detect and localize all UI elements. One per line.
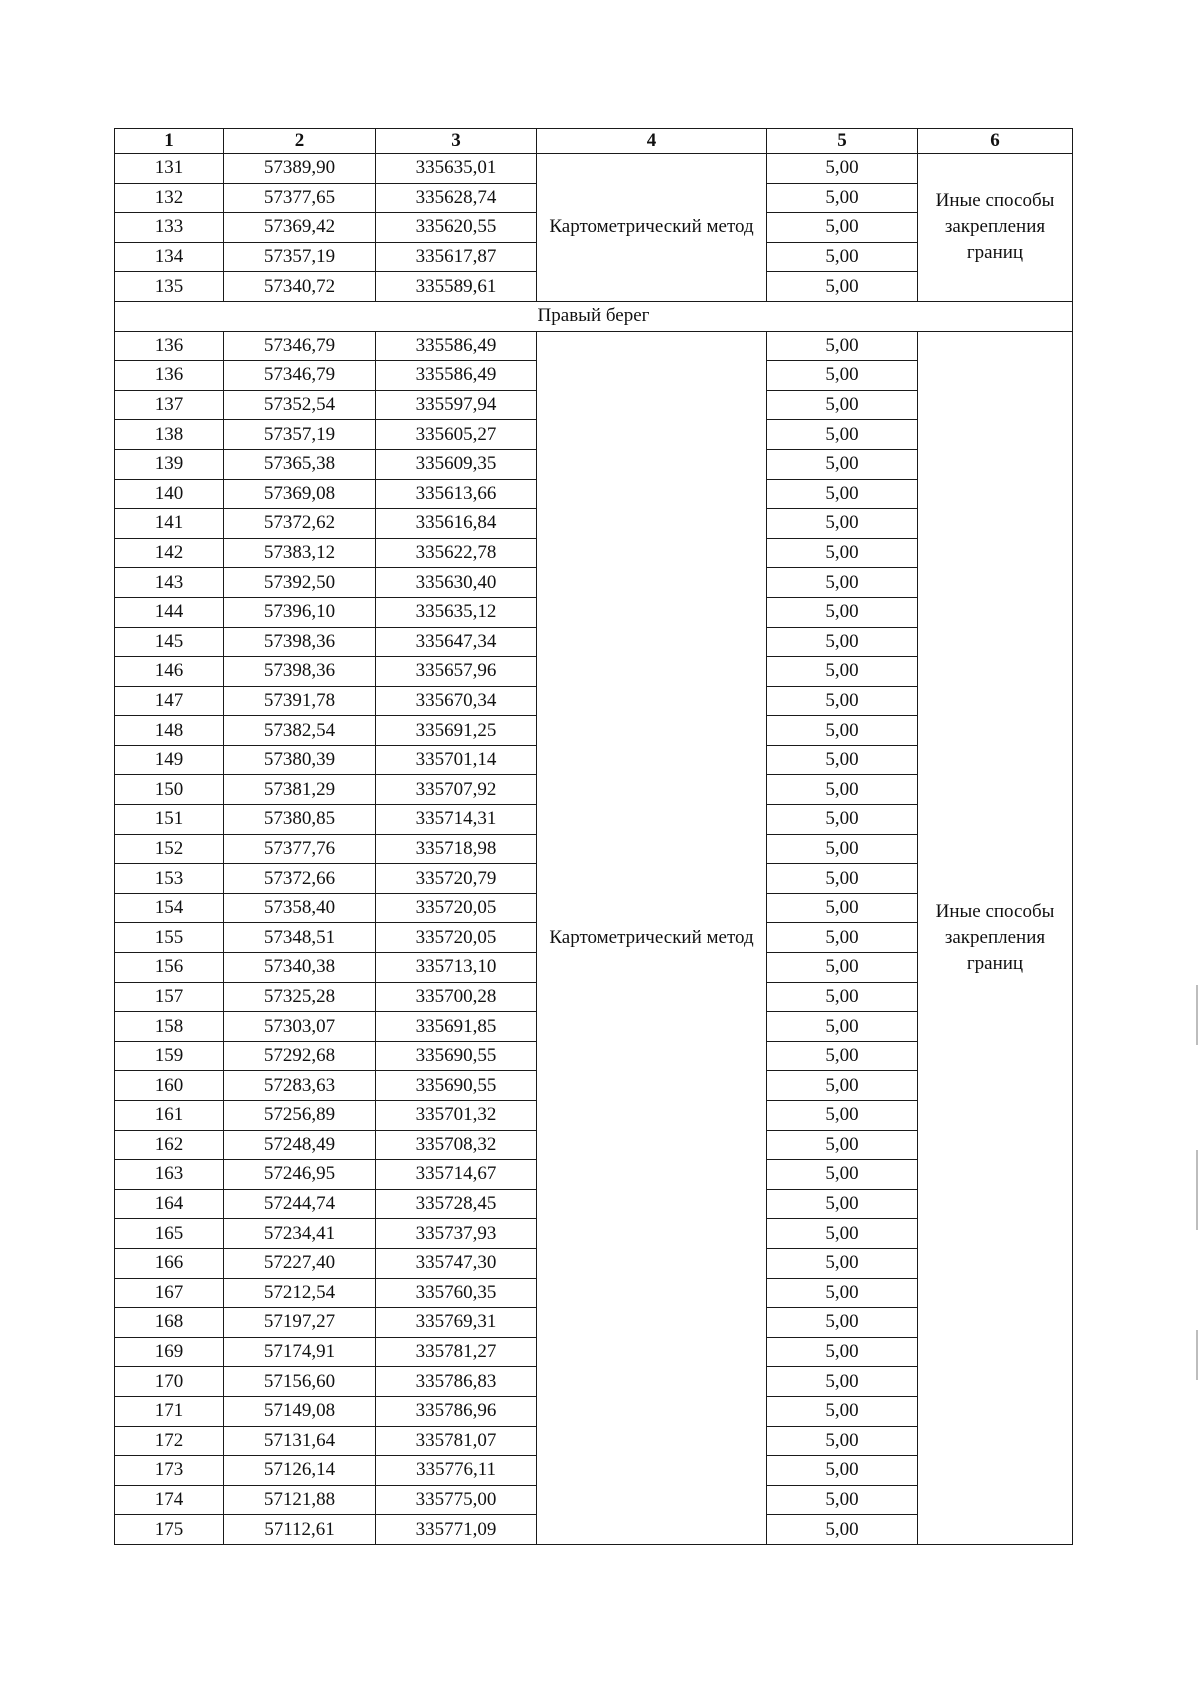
- coord-y: 335771,09: [376, 1515, 537, 1545]
- point-number: 163: [115, 1160, 224, 1190]
- coord-y: 335647,34: [376, 627, 537, 657]
- accuracy: 5,00: [767, 1160, 918, 1190]
- coord-y: 335786,96: [376, 1396, 537, 1426]
- accuracy: 5,00: [767, 568, 918, 598]
- point-number: 138: [115, 420, 224, 450]
- point-number: 140: [115, 479, 224, 509]
- coord-x: 57357,19: [224, 420, 376, 450]
- accuracy: 5,00: [767, 597, 918, 627]
- accuracy: 5,00: [767, 479, 918, 509]
- point-number: 141: [115, 509, 224, 539]
- point-number: 167: [115, 1278, 224, 1308]
- coord-x: 57348,51: [224, 923, 376, 953]
- accuracy: 5,00: [767, 805, 918, 835]
- accuracy: 5,00: [767, 1308, 918, 1338]
- coord-x: 57244,74: [224, 1189, 376, 1219]
- accuracy: 5,00: [767, 953, 918, 983]
- coord-y: 335690,55: [376, 1071, 537, 1101]
- coord-x: 57156,60: [224, 1367, 376, 1397]
- point-number: 169: [115, 1337, 224, 1367]
- point-number: 171: [115, 1396, 224, 1426]
- point-number: 164: [115, 1189, 224, 1219]
- accuracy: 5,00: [767, 657, 918, 687]
- accuracy: 5,00: [767, 982, 918, 1012]
- coord-y: 335628,74: [376, 183, 537, 213]
- point-number: 145: [115, 627, 224, 657]
- coord-x: 57174,91: [224, 1337, 376, 1367]
- coord-y: 335613,66: [376, 479, 537, 509]
- accuracy: 5,00: [767, 775, 918, 805]
- coord-y: 335781,07: [376, 1426, 537, 1456]
- coord-x: 57369,08: [224, 479, 376, 509]
- point-number: 160: [115, 1071, 224, 1101]
- point-number: 139: [115, 449, 224, 479]
- coord-x: 57372,66: [224, 864, 376, 894]
- coord-x: 57121,88: [224, 1485, 376, 1515]
- coord-y: 335700,28: [376, 982, 537, 1012]
- accuracy: 5,00: [767, 538, 918, 568]
- coord-y: 335609,35: [376, 449, 537, 479]
- point-number: 150: [115, 775, 224, 805]
- coord-x: 57340,72: [224, 272, 376, 302]
- coord-y: 335713,10: [376, 953, 537, 983]
- coord-y: 335616,84: [376, 509, 537, 539]
- point-number: 166: [115, 1248, 224, 1278]
- accuracy: 5,00: [767, 1456, 918, 1486]
- point-number: 143: [115, 568, 224, 598]
- point-number: 162: [115, 1130, 224, 1160]
- point-number: 136: [115, 331, 224, 361]
- accuracy: 5,00: [767, 183, 918, 213]
- coord-x: 57283,63: [224, 1071, 376, 1101]
- accuracy: 5,00: [767, 893, 918, 923]
- coord-x: 57383,12: [224, 538, 376, 568]
- point-number: 158: [115, 1012, 224, 1042]
- point-number: 168: [115, 1308, 224, 1338]
- point-number: 151: [115, 805, 224, 835]
- point-number: 148: [115, 716, 224, 746]
- coord-y: 335691,25: [376, 716, 537, 746]
- coord-y: 335620,55: [376, 213, 537, 243]
- point-number: 170: [115, 1367, 224, 1397]
- column-number-row: [115, 129, 1073, 154]
- accuracy: 5,00: [767, 213, 918, 243]
- accuracy: 5,00: [767, 686, 918, 716]
- accuracy: 5,00: [767, 390, 918, 420]
- coord-y: 335622,78: [376, 538, 537, 568]
- point-number: 133: [115, 213, 224, 243]
- point-number: 174: [115, 1485, 224, 1515]
- coord-y: 335635,12: [376, 597, 537, 627]
- point-number: 153: [115, 864, 224, 894]
- coord-y: 335657,96: [376, 657, 537, 687]
- accuracy: 5,00: [767, 716, 918, 746]
- coord-y: 335720,05: [376, 893, 537, 923]
- coord-y: 335776,11: [376, 1456, 537, 1486]
- accuracy: 5,00: [767, 1337, 918, 1367]
- section-row: [115, 301, 1073, 331]
- point-number: 152: [115, 834, 224, 864]
- coord-y: 335720,05: [376, 923, 537, 953]
- scan-edge-mark: [1196, 985, 1198, 1045]
- accuracy: 5,00: [767, 1426, 918, 1456]
- coord-x: 57352,54: [224, 390, 376, 420]
- coord-y: 335617,87: [376, 242, 537, 272]
- coord-x: 57234,41: [224, 1219, 376, 1249]
- coord-x: 57212,54: [224, 1278, 376, 1308]
- coord-x: 57246,95: [224, 1160, 376, 1190]
- coord-y: 335720,79: [376, 864, 537, 894]
- coord-x: 57377,65: [224, 183, 376, 213]
- fixing-method-cell: Иные способы закрепления границ: [918, 154, 1073, 302]
- coord-x: 57382,54: [224, 716, 376, 746]
- accuracy: 5,00: [767, 509, 918, 539]
- column-number: 6: [918, 129, 1073, 154]
- point-number: 142: [115, 538, 224, 568]
- coord-y: 335786,83: [376, 1367, 537, 1397]
- accuracy: 5,00: [767, 449, 918, 479]
- accuracy: 5,00: [767, 1130, 918, 1160]
- coord-y: 335728,45: [376, 1189, 537, 1219]
- method-cell: Картометрический метод: [537, 331, 767, 1544]
- coord-x: 57392,50: [224, 568, 376, 598]
- accuracy: 5,00: [767, 154, 918, 184]
- point-number: 155: [115, 923, 224, 953]
- coord-x: 57358,40: [224, 893, 376, 923]
- coord-x: 57372,62: [224, 509, 376, 539]
- point-number: 157: [115, 982, 224, 1012]
- column-number: 1: [115, 129, 224, 154]
- coord-y: 335630,40: [376, 568, 537, 598]
- accuracy: 5,00: [767, 923, 918, 953]
- accuracy: 5,00: [767, 1041, 918, 1071]
- coord-x: 57380,39: [224, 745, 376, 775]
- section-label: Правый берег: [115, 301, 1073, 331]
- group-left-bank: [115, 154, 1073, 302]
- column-number: 2: [224, 129, 376, 154]
- fixing-method-cell: Иные способы закрепления границ: [918, 331, 1073, 1544]
- point-number: 149: [115, 745, 224, 775]
- group-right-bank: [115, 331, 1073, 1544]
- coord-x: 57149,08: [224, 1396, 376, 1426]
- point-number: 134: [115, 242, 224, 272]
- coord-y: 335769,31: [376, 1308, 537, 1338]
- coord-y: 335775,00: [376, 1485, 537, 1515]
- coord-y: 335701,32: [376, 1101, 537, 1131]
- coord-y: 335635,01: [376, 154, 537, 184]
- coord-y: 335605,27: [376, 420, 537, 450]
- point-number: 131: [115, 154, 224, 184]
- accuracy: 5,00: [767, 361, 918, 391]
- column-number: 5: [767, 129, 918, 154]
- accuracy: 5,00: [767, 864, 918, 894]
- point-number: 136: [115, 361, 224, 391]
- coord-x: 57377,76: [224, 834, 376, 864]
- coord-x: 57340,38: [224, 953, 376, 983]
- point-number: 159: [115, 1041, 224, 1071]
- column-number: 4: [537, 129, 767, 154]
- coordinates-table: [114, 128, 1073, 1545]
- accuracy: 5,00: [767, 331, 918, 361]
- coord-y: 335586,49: [376, 331, 537, 361]
- coord-x: 57131,64: [224, 1426, 376, 1456]
- coord-y: 335701,14: [376, 745, 537, 775]
- coord-x: 57369,42: [224, 213, 376, 243]
- coord-x: 57398,36: [224, 627, 376, 657]
- coord-y: 335718,98: [376, 834, 537, 864]
- coord-x: 57396,10: [224, 597, 376, 627]
- accuracy: 5,00: [767, 1396, 918, 1426]
- coord-x: 57346,79: [224, 361, 376, 391]
- coord-x: 57365,38: [224, 449, 376, 479]
- method-cell: Картометрический метод: [537, 154, 767, 302]
- accuracy: 5,00: [767, 242, 918, 272]
- coord-x: 57391,78: [224, 686, 376, 716]
- coord-y: 335707,92: [376, 775, 537, 805]
- accuracy: 5,00: [767, 1071, 918, 1101]
- point-number: 172: [115, 1426, 224, 1456]
- coord-x: 57112,61: [224, 1515, 376, 1545]
- coord-y: 335597,94: [376, 390, 537, 420]
- coord-x: 57357,19: [224, 242, 376, 272]
- point-number: 165: [115, 1219, 224, 1249]
- point-number: 137: [115, 390, 224, 420]
- coord-x: 57248,49: [224, 1130, 376, 1160]
- coord-y: 335690,55: [376, 1041, 537, 1071]
- scan-edge-mark: [1196, 1330, 1198, 1380]
- coord-y: 335747,30: [376, 1248, 537, 1278]
- coord-y: 335670,34: [376, 686, 537, 716]
- coord-x: 57126,14: [224, 1456, 376, 1486]
- accuracy: 5,00: [767, 272, 918, 302]
- accuracy: 5,00: [767, 834, 918, 864]
- point-number: 144: [115, 597, 224, 627]
- accuracy: 5,00: [767, 745, 918, 775]
- point-number: 175: [115, 1515, 224, 1545]
- table-row: [115, 331, 1073, 361]
- scan-edge-mark: [1196, 1150, 1198, 1230]
- coord-y: 335708,32: [376, 1130, 537, 1160]
- accuracy: 5,00: [767, 1515, 918, 1545]
- accuracy: 5,00: [767, 1012, 918, 1042]
- coord-y: 335586,49: [376, 361, 537, 391]
- coord-y: 335714,31: [376, 805, 537, 835]
- point-number: 154: [115, 893, 224, 923]
- coord-y: 335781,27: [376, 1337, 537, 1367]
- accuracy: 5,00: [767, 627, 918, 657]
- column-number: 3: [376, 129, 537, 154]
- accuracy: 5,00: [767, 1101, 918, 1131]
- coord-x: 57398,36: [224, 657, 376, 687]
- accuracy: 5,00: [767, 1485, 918, 1515]
- coord-x: 57292,68: [224, 1041, 376, 1071]
- coord-y: 335760,35: [376, 1278, 537, 1308]
- coord-x: 57380,85: [224, 805, 376, 835]
- accuracy: 5,00: [767, 1278, 918, 1308]
- point-number: 173: [115, 1456, 224, 1486]
- coord-x: 57346,79: [224, 331, 376, 361]
- coord-x: 57303,07: [224, 1012, 376, 1042]
- accuracy: 5,00: [767, 1367, 918, 1397]
- point-number: 135: [115, 272, 224, 302]
- coord-y: 335714,67: [376, 1160, 537, 1190]
- accuracy: 5,00: [767, 420, 918, 450]
- coord-x: 57325,28: [224, 982, 376, 1012]
- coord-x: 57381,29: [224, 775, 376, 805]
- point-number: 132: [115, 183, 224, 213]
- accuracy: 5,00: [767, 1189, 918, 1219]
- coord-x: 57389,90: [224, 154, 376, 184]
- point-number: 156: [115, 953, 224, 983]
- section-row-group: [115, 301, 1073, 331]
- point-number: 146: [115, 657, 224, 687]
- accuracy: 5,00: [767, 1248, 918, 1278]
- point-number: 147: [115, 686, 224, 716]
- coord-y: 335737,93: [376, 1219, 537, 1249]
- table-row: [115, 154, 1073, 184]
- coord-y: 335691,85: [376, 1012, 537, 1042]
- coord-x: 57227,40: [224, 1248, 376, 1278]
- coord-y: 335589,61: [376, 272, 537, 302]
- accuracy: 5,00: [767, 1219, 918, 1249]
- coord-x: 57256,89: [224, 1101, 376, 1131]
- coord-x: 57197,27: [224, 1308, 376, 1338]
- point-number: 161: [115, 1101, 224, 1131]
